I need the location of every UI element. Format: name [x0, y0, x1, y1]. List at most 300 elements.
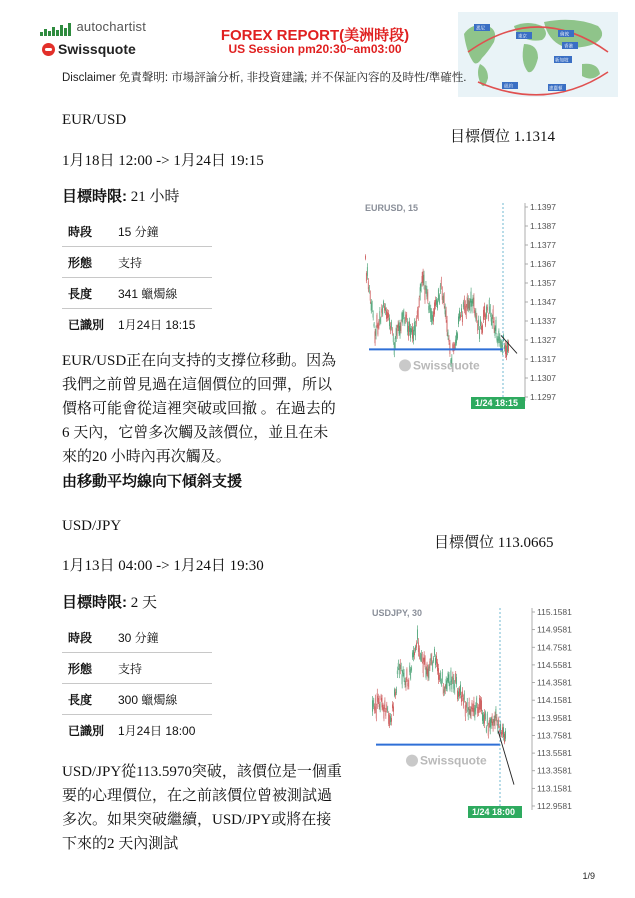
table-row [62, 278, 212, 309]
candle [425, 289, 426, 300]
candle [505, 731, 506, 739]
candle [491, 317, 492, 322]
watermark: Swissquote [420, 753, 487, 768]
candle [375, 698, 376, 710]
candle [400, 663, 401, 670]
candle [376, 707, 377, 719]
candle [478, 707, 479, 713]
candle [478, 320, 479, 326]
candle [431, 654, 432, 663]
tick-label: 1.1337 [530, 316, 556, 326]
candle [405, 681, 406, 685]
candle [495, 715, 496, 725]
candle [473, 701, 474, 712]
candle [393, 706, 394, 711]
disclaimer: Disclaimer 免責聲明: 市場評論分析, 非投資建議; 并不保証內容的及時性/準確性. [62, 72, 467, 84]
candle [413, 650, 414, 657]
candle [474, 310, 475, 316]
candle [369, 287, 370, 292]
candle [387, 707, 388, 711]
pattern-period: 1月13日 04:00 -> 1月24日 19:30 [62, 558, 264, 574]
table-row [62, 309, 212, 340]
table-row [62, 715, 212, 746]
candle [401, 322, 402, 331]
candle [486, 727, 487, 732]
swissquote-icon [42, 43, 55, 56]
tick-label: 1.1377 [530, 240, 556, 250]
target-horizon [62, 591, 157, 612]
tick-label: 113.5581 [537, 748, 572, 759]
candle [444, 296, 445, 306]
tick-label: 114.3581 [537, 677, 572, 688]
candle [425, 658, 426, 668]
candle [380, 704, 381, 710]
candle [488, 726, 489, 736]
candle [376, 329, 377, 336]
svg-text:香港: 香港 [564, 43, 573, 49]
candle [418, 310, 419, 317]
candle [461, 308, 462, 312]
candle [403, 311, 404, 316]
candle [383, 705, 384, 710]
swissquote-wordmark: Swissquote [58, 41, 136, 57]
candle [372, 700, 373, 711]
candle [456, 332, 457, 343]
candle [506, 346, 507, 357]
candle [394, 689, 395, 695]
candle [440, 285, 441, 291]
horizon-value: 21 小時 [127, 189, 180, 205]
candle [415, 647, 416, 651]
candle [370, 294, 371, 301]
tick-label: 112.9581 [537, 801, 572, 811]
candle [424, 275, 425, 285]
candle [424, 654, 425, 662]
candle [480, 320, 481, 326]
row-key: 已識別 [68, 317, 105, 332]
candle [399, 668, 400, 674]
tick-label: 1.1307 [530, 373, 556, 383]
candle [380, 318, 381, 322]
row-value: 300 蠟燭線 [118, 684, 212, 715]
report-session: US Session pm20:30~am03:00 [228, 42, 402, 56]
candle [493, 722, 494, 729]
tick-label: 1.1347 [530, 297, 556, 307]
candle [386, 704, 387, 710]
tick-label: 115.1581 [537, 607, 572, 617]
candle [406, 681, 407, 687]
candle [462, 315, 463, 322]
candle [477, 324, 478, 331]
candle [408, 680, 409, 687]
candle [409, 666, 410, 673]
world-map-icon [458, 12, 618, 97]
candle [463, 698, 464, 706]
candle [458, 316, 459, 324]
row-value: 15 分鐘 [118, 216, 212, 247]
swissquote-logo [42, 41, 136, 57]
candle [398, 663, 399, 667]
candle [406, 669, 407, 681]
candle [409, 321, 410, 331]
candle [462, 691, 463, 696]
candle [401, 665, 402, 669]
target-horizon [62, 185, 180, 206]
candle [429, 661, 430, 668]
candle [393, 336, 394, 342]
analysis-text: USD/JPY從113.5970突破，該價位是一個重要的心理價位，在之前該價位曾被測試過多次。如果突破繼續，USD/JPY或將在接下來的2 天內測試 [62, 764, 342, 852]
candle [400, 326, 401, 335]
candle [374, 706, 375, 710]
candle [395, 338, 396, 348]
candle [396, 689, 397, 693]
tick-label: 113.9581 [537, 712, 572, 723]
candle [416, 318, 417, 324]
watermark: Swissquote [413, 358, 480, 373]
candle [414, 652, 415, 655]
candle [434, 302, 435, 314]
candle [423, 271, 424, 283]
candle [480, 699, 481, 710]
candle [452, 676, 453, 679]
table-row [62, 684, 212, 715]
candle [427, 664, 428, 675]
candle [428, 306, 429, 310]
candle [447, 680, 448, 688]
candle [464, 693, 465, 699]
time-tag-label: 1/24 18:15 [475, 398, 519, 408]
candle [450, 683, 451, 689]
candle [449, 343, 450, 354]
candle [445, 686, 446, 693]
candle [454, 684, 455, 690]
candle [444, 689, 445, 693]
candle [427, 292, 428, 301]
candle [448, 332, 449, 337]
candle [419, 648, 420, 656]
candle [451, 679, 452, 689]
tick-label: 1.1327 [530, 335, 556, 345]
candle [433, 658, 434, 662]
candle [365, 256, 366, 259]
candle [481, 700, 482, 711]
candle [391, 322, 392, 329]
candle [447, 320, 448, 332]
candle [498, 331, 499, 341]
candle [426, 289, 427, 297]
candle [384, 306, 385, 311]
candle [379, 698, 380, 707]
candle [456, 677, 457, 684]
candle [433, 311, 434, 321]
candle [507, 342, 508, 352]
candle [505, 345, 506, 354]
row-key: 長度 [62, 684, 118, 715]
candle [496, 717, 497, 722]
candle [503, 727, 504, 737]
tick-label: 114.9581 [537, 624, 572, 635]
row-value: 30 分鐘 [118, 622, 212, 653]
candle [489, 300, 490, 312]
candle [392, 330, 393, 334]
candle [377, 325, 378, 335]
candle [381, 309, 382, 313]
candle [492, 716, 493, 723]
candle [494, 719, 495, 722]
candle [441, 681, 442, 685]
chart-title: EURUSD, 15 [365, 203, 419, 213]
candle [404, 320, 405, 324]
horizon-label: 目標時限: [62, 188, 127, 205]
candle [439, 675, 440, 680]
candle [476, 698, 477, 707]
tick-label: 113.1581 [537, 783, 572, 794]
row-key: 形態 [62, 247, 118, 278]
candle [419, 298, 420, 306]
candle [468, 711, 469, 717]
candle [449, 674, 450, 683]
candle [428, 667, 429, 679]
tick-label: 114.7581 [537, 642, 572, 653]
candle [479, 698, 480, 710]
candle [459, 689, 460, 697]
candle [473, 298, 474, 304]
candle [495, 328, 496, 336]
candle [379, 311, 380, 321]
tick-label: 1.1387 [530, 221, 556, 231]
row-key: 時段 [62, 216, 118, 247]
candle [490, 720, 491, 731]
candle [422, 654, 423, 662]
target-price: 目標價位 1.1314 [450, 129, 556, 145]
candle [389, 715, 390, 726]
candle [398, 324, 399, 328]
candle [472, 301, 473, 312]
candle [382, 308, 383, 315]
candle [461, 696, 462, 702]
candle [487, 307, 488, 310]
row-key: 形態 [62, 653, 118, 684]
candle [407, 322, 408, 332]
candle [436, 299, 437, 305]
tick-label: 113.3581 [537, 765, 572, 776]
horizon-value: 2 天 [127, 595, 158, 611]
candle [488, 315, 489, 319]
candle [397, 328, 398, 335]
candle [470, 709, 471, 715]
candle [457, 333, 458, 338]
candle [470, 301, 471, 310]
candle [395, 692, 396, 695]
candle [373, 700, 374, 706]
candle [439, 295, 440, 303]
tick-label: 1.1317 [530, 354, 556, 364]
page-number: 1/9 [582, 871, 595, 881]
candle [475, 311, 476, 319]
candle [482, 713, 483, 721]
candle [437, 301, 438, 308]
eurusd-chart [355, 195, 565, 410]
candle [421, 652, 422, 660]
svg-text:新加坡: 新加坡 [555, 57, 569, 63]
pattern-period: 1月18日 12:00 -> 1月24日 19:15 [62, 153, 264, 169]
candle [472, 703, 473, 709]
analysis-text: EUR/USD正在向支持的支撐位移動。因為我們之前曾見過在這個價位的回彈，所以價格可能會從這裡突破或回撤 。在過去的6 天內，它曾多次觸及該價位，並且在未來的20 小時內再次觸及。 [62, 353, 337, 465]
candle [416, 643, 417, 648]
candle [367, 267, 368, 276]
candle [468, 298, 469, 309]
candle [483, 715, 484, 724]
candle [432, 662, 433, 670]
row-value: 1月24日 18:00 [118, 723, 196, 738]
candle [498, 719, 499, 727]
candle [469, 702, 470, 710]
candle [466, 705, 467, 711]
row-value: 1月24日 18:15 [118, 317, 196, 332]
tick-label: 114.1581 [537, 695, 572, 706]
candle [484, 306, 485, 317]
candle [377, 315, 378, 327]
candle [494, 321, 495, 329]
candle [401, 313, 402, 320]
candle [415, 325, 416, 337]
candle [410, 328, 411, 338]
candle [384, 700, 385, 708]
candle [453, 345, 454, 352]
candle [482, 325, 483, 333]
row-value: 341 蠟燭線 [118, 278, 212, 309]
candle [421, 283, 422, 290]
candle [465, 705, 466, 716]
candle [430, 658, 431, 661]
candle [392, 704, 393, 708]
candle [434, 649, 435, 655]
horizon-label: 目標時限: [62, 594, 127, 611]
pattern-info-table [62, 216, 212, 339]
candle [383, 707, 384, 718]
tick-label: 1.1297 [530, 392, 556, 402]
candle [463, 302, 464, 307]
candle [388, 313, 389, 318]
candle [391, 718, 392, 722]
candle [437, 662, 438, 671]
candle [442, 291, 443, 300]
candle [446, 310, 447, 319]
candle [404, 673, 405, 678]
candle [397, 671, 398, 674]
candle [457, 690, 458, 699]
tick-label: 1.1397 [530, 202, 556, 212]
candle [408, 326, 409, 336]
table-row [62, 653, 212, 684]
candle [431, 311, 432, 322]
candle [406, 314, 407, 319]
candle [473, 708, 474, 712]
candle [481, 326, 482, 330]
candle [438, 290, 439, 301]
candle [445, 306, 446, 314]
candle [417, 311, 418, 315]
candle [405, 315, 406, 321]
target-price: 目標價位 113.0665 [434, 535, 554, 551]
candle [460, 315, 461, 318]
candle [414, 322, 415, 331]
candle [389, 318, 390, 326]
candle [484, 713, 485, 723]
candle [504, 734, 505, 743]
candle [430, 308, 431, 319]
candle [477, 707, 478, 713]
candle [487, 714, 488, 725]
candle [402, 312, 403, 323]
candle [374, 324, 375, 327]
candle [499, 337, 500, 343]
candle [383, 301, 384, 306]
watermark-icon [406, 755, 418, 767]
candle [490, 307, 491, 315]
candle [483, 310, 484, 320]
candle [429, 305, 430, 310]
candle [458, 692, 459, 697]
candle [497, 336, 498, 341]
candle [436, 656, 437, 664]
analysis-highlight: 由移動平均線向下傾斜支援 [62, 473, 243, 490]
candle [412, 327, 413, 338]
row-value: 支持 [118, 653, 212, 684]
candle [443, 685, 444, 695]
table-row [62, 622, 212, 653]
candle [375, 331, 376, 343]
candle [443, 296, 444, 300]
candle [491, 719, 492, 728]
candle [475, 705, 476, 711]
candle [471, 709, 472, 716]
candle [387, 312, 388, 318]
candle [440, 673, 441, 681]
candle [411, 668, 412, 671]
candle [412, 653, 413, 658]
candle [410, 669, 411, 679]
candle [396, 328, 397, 339]
time-tag-label: 1/24 18:00 [472, 807, 516, 817]
candle [501, 732, 502, 735]
pair-title: USD/JPY [62, 518, 122, 534]
candle [495, 709, 496, 718]
candle [460, 685, 461, 695]
candle [423, 662, 424, 673]
row-key: 時段 [62, 622, 118, 653]
candle [471, 292, 472, 303]
autochartist-logo [40, 18, 146, 36]
candle [388, 714, 389, 724]
tick-label: 1.1357 [530, 278, 556, 288]
candle [386, 310, 387, 318]
row-key: 長度 [62, 278, 118, 309]
candle [453, 678, 454, 689]
svg-text:倫敦: 倫敦 [560, 31, 569, 37]
candle [417, 629, 418, 639]
candle [432, 315, 433, 320]
candle [399, 322, 400, 333]
tick-label: 1.1367 [530, 259, 556, 269]
candle [448, 673, 449, 682]
candle [449, 338, 450, 341]
candle [442, 672, 443, 681]
candle [493, 309, 494, 319]
candle [382, 698, 383, 708]
svg-text:紐約: 紐約 [504, 83, 513, 89]
row-value: 支持 [118, 247, 212, 278]
